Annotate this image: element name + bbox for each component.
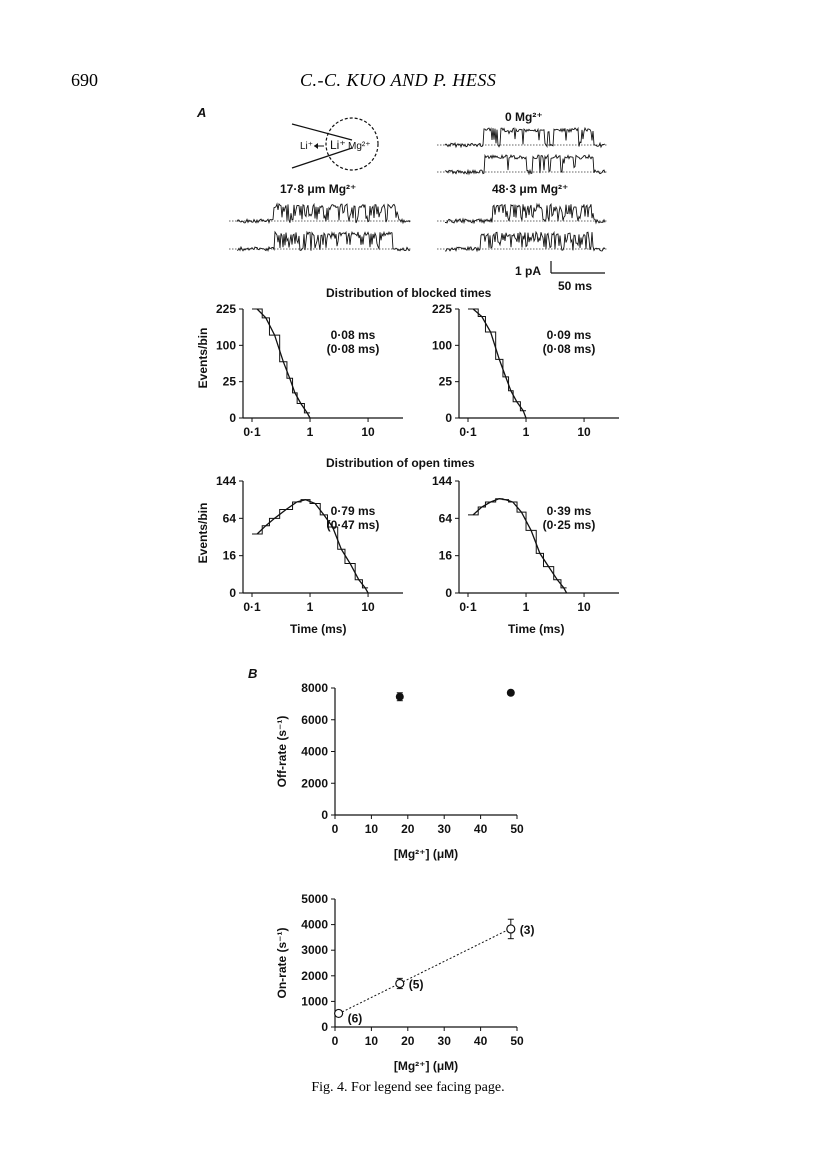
y-tick-label: 0 — [445, 411, 452, 425]
time-constant-label: 0·09 ms — [546, 328, 592, 342]
histogram-bars — [468, 309, 526, 411]
y-tick-label: 0 — [321, 1020, 328, 1034]
figure-caption: Fig. 4. For legend see facing page. — [311, 1080, 505, 1095]
x-axis-label: [Mg²⁺] (μM) — [393, 1059, 459, 1073]
x-tick-label: 0 — [331, 1034, 339, 1048]
current-trace — [445, 128, 605, 147]
current-trace — [237, 232, 410, 251]
off-rate-plot — [275, 681, 524, 861]
y-tick-label: 225 — [215, 302, 236, 316]
on-rate-plot — [275, 892, 534, 1073]
open-right-xlabel: Time (ms) — [508, 622, 565, 636]
histogram-blocked-left — [216, 302, 403, 439]
y-tick-label: 64 — [438, 511, 452, 526]
x-tick-label: 0·1 — [459, 425, 477, 439]
x-tick-label: 0·1 — [243, 600, 261, 614]
x-tick-label: 40 — [473, 1034, 488, 1048]
histogram-blocked-right — [432, 302, 619, 439]
y-tick-label: 0 — [445, 586, 452, 600]
x-tick-label: 20 — [401, 1034, 415, 1048]
trace-label-0mg: 0 Mg²⁺ — [505, 110, 543, 124]
y-tick-label: 100 — [215, 338, 236, 353]
x-tick-label: 10 — [364, 822, 379, 836]
time-constant-label: 0·79 ms — [330, 504, 376, 518]
time-constant-label: 0·08 ms — [330, 328, 376, 342]
y-tick-label: 0 — [321, 808, 328, 822]
data-point-filled — [396, 693, 404, 701]
y-axis-label: Off-rate (s⁻¹) — [275, 715, 289, 788]
y-tick-label: 5000 — [301, 892, 328, 906]
scale-bar-time: 50 ms — [558, 279, 593, 293]
time-constant-label: (0·08 ms) — [542, 342, 596, 356]
open-left-xlabel: Time (ms) — [290, 622, 347, 636]
y-tick-label: 144 — [431, 474, 452, 488]
x-tick-label: 50 — [510, 822, 524, 836]
y-tick-label: 6000 — [301, 712, 328, 727]
y-tick-label: 4000 — [301, 917, 328, 932]
y-tick-label: 16 — [222, 548, 236, 563]
time-constant-label: 0·39 ms — [546, 504, 592, 518]
open-ylabel: Events/bin — [196, 502, 210, 564]
fit-curve — [257, 309, 310, 418]
x-tick-label: 10 — [361, 425, 375, 439]
x-tick-label: 10 — [364, 1034, 379, 1048]
histogram-bars — [252, 309, 310, 413]
x-tick-label: 30 — [437, 1034, 451, 1048]
sample-size-label: (5) — [408, 977, 424, 992]
x-tick-label: 50 — [510, 1034, 524, 1048]
y-tick-label: 25 — [438, 374, 452, 389]
current-trace — [237, 204, 410, 223]
histogram-open-left — [216, 474, 403, 614]
ion-label-outside: Li⁺ — [300, 141, 314, 152]
running-header: C.-C. KUO AND P. HESS — [300, 70, 497, 90]
y-tick-label: 64 — [222, 511, 236, 526]
data-point-open — [396, 979, 404, 987]
data-point-open — [335, 1009, 343, 1017]
y-tick-label: 2000 — [301, 776, 328, 791]
x-tick-label: 1 — [522, 600, 530, 614]
y-tick-label: 8000 — [301, 681, 328, 695]
time-constant-label: (0·25 ms) — [542, 518, 596, 532]
y-tick-label: 4000 — [301, 744, 328, 759]
current-trace — [445, 204, 605, 223]
sample-size-label: (6) — [347, 1011, 363, 1026]
y-tick-label: 100 — [431, 338, 452, 353]
histogram-open-right — [432, 474, 619, 614]
y-tick-label: 25 — [222, 374, 236, 389]
x-axis-label: [Mg²⁺] (μM) — [393, 847, 459, 861]
y-tick-label: 0 — [229, 411, 236, 425]
x-tick-label: 30 — [437, 822, 451, 836]
y-tick-label: 0 — [229, 586, 236, 600]
x-tick-label: 1 — [306, 425, 314, 439]
patch-schematic — [292, 118, 378, 170]
panel-b-label: B — [248, 666, 258, 681]
scale-bar — [515, 261, 605, 293]
time-constant-label: (0·08 ms) — [326, 342, 380, 356]
trace-label-48mg: 48·3 μm Mg²⁺ — [492, 182, 569, 196]
sample-size-label: (3) — [519, 922, 535, 937]
x-tick-label: 10 — [361, 600, 375, 614]
ion-label-channel: Li⁺ — [330, 138, 346, 152]
blocker-label: Mg²⁺ — [348, 141, 371, 152]
blocked-times-title: Distribution of blocked times — [326, 286, 492, 300]
x-tick-label: 1 — [306, 600, 314, 614]
x-tick-label: 1 — [522, 425, 530, 439]
blocked-ylabel: Events/bin — [196, 327, 210, 389]
x-tick-label: 0·1 — [459, 600, 477, 614]
y-tick-label: 3000 — [301, 943, 328, 958]
x-tick-label: 40 — [473, 822, 488, 836]
regression-line — [335, 927, 513, 1015]
trace-label-17mg: 17·8 μm Mg²⁺ — [280, 182, 357, 196]
current-trace — [445, 155, 605, 174]
y-tick-label: 144 — [215, 474, 236, 488]
y-axis-label: On-rate (s⁻¹) — [275, 927, 289, 999]
data-point-filled — [507, 689, 515, 697]
page-number: 690 — [71, 70, 98, 90]
y-tick-label: 1000 — [301, 994, 328, 1009]
time-constant-label: (0·47 ms) — [326, 518, 380, 532]
y-tick-label: 2000 — [301, 968, 328, 983]
current-trace — [445, 232, 605, 251]
x-tick-label: 10 — [577, 600, 591, 614]
data-point-open — [507, 925, 515, 933]
x-tick-label: 20 — [401, 822, 415, 836]
panel-a-label: A — [197, 105, 207, 120]
open-times-title: Distribution of open times — [326, 456, 475, 470]
x-tick-label: 0 — [331, 822, 339, 836]
x-tick-label: 10 — [577, 425, 591, 439]
y-tick-label: 16 — [438, 548, 452, 563]
scale-bar-current: 1 pA — [515, 264, 542, 278]
y-tick-label: 225 — [431, 302, 452, 316]
x-tick-label: 0·1 — [243, 425, 261, 439]
